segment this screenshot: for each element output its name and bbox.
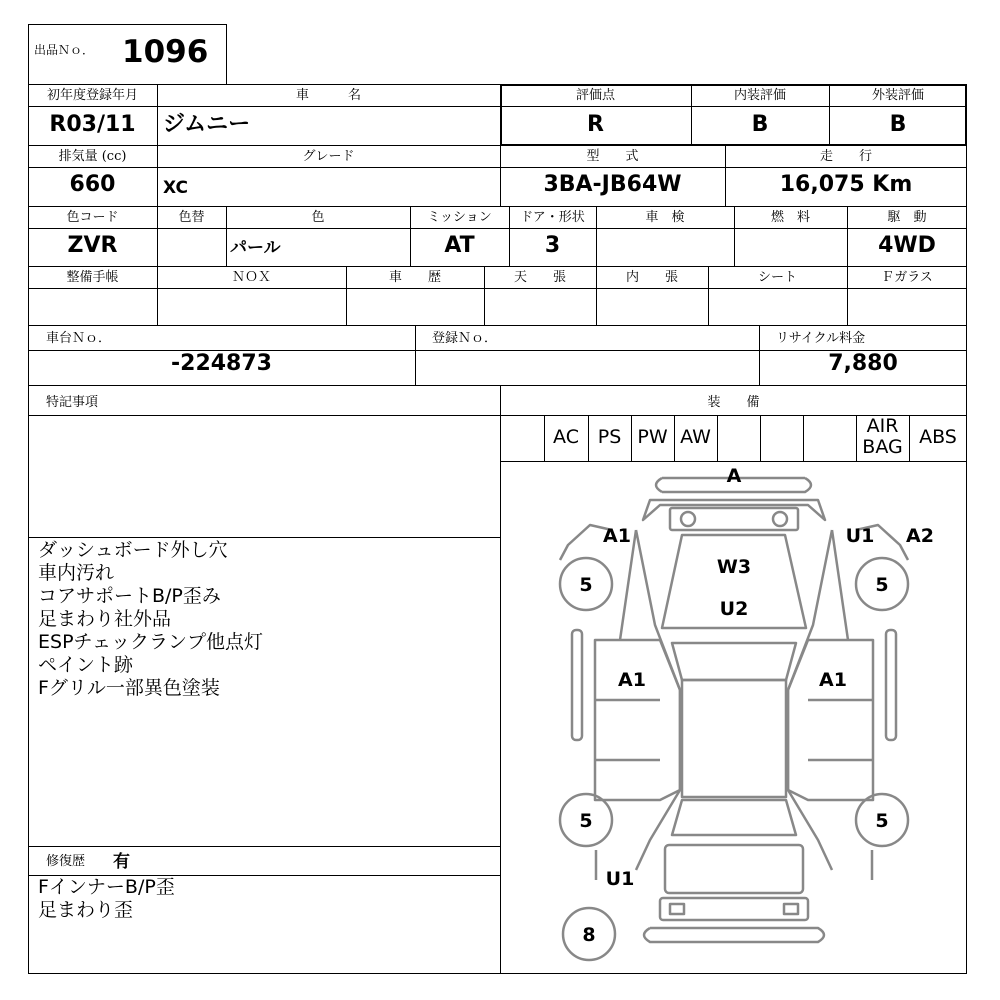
remarks-label: 特記事項 (46, 395, 99, 410)
equipment-airbag: AIR BAG (862, 415, 903, 458)
grade-value: XC (163, 178, 188, 198)
model-label: 型 式 (586, 149, 639, 164)
damage-mark: A1 (603, 525, 631, 547)
score-label: 評価点 (575, 88, 615, 103)
history-label: 車 歴 (388, 270, 441, 285)
color-label: 色 (311, 210, 325, 225)
mission-label: ミッション (427, 210, 492, 225)
reg-no-label: 登録Ｎｏ． (432, 331, 498, 346)
interior-value: B (751, 112, 769, 137)
repair-note: 足まわり歪 (38, 899, 134, 921)
damage-mark: U1 (845, 525, 875, 547)
drive-label: 駆 動 (887, 210, 927, 225)
tire-rating: 8 (582, 924, 596, 946)
exterior-value: B (889, 112, 907, 137)
inner-trim-label: 内 張 (625, 270, 678, 285)
displacement-label: 排気量 (cc) (58, 149, 127, 164)
repair-note: FインナーB/P歪 (38, 876, 175, 898)
mileage-value: 16,075 Km (779, 172, 913, 197)
car-name-value: ジムニー (163, 112, 251, 137)
color-change-label: 色替 (178, 210, 205, 225)
first-reg-value: R03/11 (49, 112, 136, 137)
car-name-label: 車 名 (295, 88, 361, 103)
remark-item: コアサポートB/P歪み (38, 585, 221, 607)
damage-mark: A (726, 465, 742, 487)
maintenance-label: 整備手帳 (66, 270, 119, 285)
remark-item: Fグリル一部異色塗装 (38, 677, 220, 699)
fuel-label: 燃 料 (770, 210, 810, 225)
equipment-abs: ABS (919, 426, 957, 448)
grade-label: グレード (302, 149, 355, 164)
remark-item: ペイント跡 (38, 654, 134, 676)
repair-value: 有 (113, 852, 130, 872)
color-value: パール (230, 238, 281, 258)
damage-mark: A2 (906, 525, 934, 547)
lot-label: 出品Ｎｏ． (34, 43, 95, 57)
mission-value: AT (444, 233, 475, 258)
equipment-ac: AC (553, 426, 579, 448)
exterior-label: 外装評価 (871, 88, 924, 103)
recycle-label: リサイクル料金 (776, 331, 866, 346)
door-value: 3 (544, 233, 561, 258)
damage-mark: W3 (716, 556, 752, 578)
damage-mark: A1 (618, 669, 646, 691)
drive-value: 4WD (878, 233, 936, 258)
tire-rating: 5 (579, 810, 593, 832)
displacement-value: 660 (69, 172, 116, 197)
recycle-value: 7,880 (828, 351, 898, 376)
first-reg-label: 初年度登録年月 (46, 88, 138, 103)
chassis-value: -224873 (171, 351, 272, 376)
damage-mark: A1 (819, 669, 847, 691)
tire-rating: 5 (875, 810, 889, 832)
tire-rating: 5 (875, 574, 889, 596)
interior-label: 内装評価 (733, 88, 786, 103)
remark-item: 車内汚れ (38, 562, 115, 584)
remark-item: ESPチェックランプ他点灯 (38, 631, 263, 653)
seat-label: シート (757, 270, 797, 285)
model-value: 3BA-JB64W (543, 172, 682, 197)
f-glass-label: Ｆガラス (881, 270, 933, 285)
color-code-value: ZVR (67, 233, 118, 258)
lot-number: 1096 (122, 34, 209, 70)
color-code-label: 色コード (66, 210, 119, 225)
inspection-label: 車 検 (645, 210, 685, 225)
remark-item: 足まわり社外品 (38, 608, 172, 630)
equipment-pw: PW (637, 426, 668, 448)
sunroof-label: 天 張 (513, 270, 566, 285)
equipment-label: 装 備 (707, 395, 760, 410)
score-value: R (587, 112, 604, 137)
damage-mark: U1 (605, 868, 635, 890)
door-label: ドア・形状 (520, 210, 585, 225)
mileage-label: 走 行 (819, 149, 872, 164)
chassis-label: 車台Ｎｏ． (46, 331, 112, 346)
damage-mark: U2 (719, 598, 749, 620)
nox-label: ＮＯＸ (231, 270, 271, 285)
equipment-aw: AW (680, 426, 711, 448)
remark-item: ダッシュボード外し穴 (38, 539, 228, 561)
equipment-ps: PS (597, 426, 622, 448)
tire-rating: 5 (579, 574, 593, 596)
repair-label: 修復歴 (46, 854, 86, 869)
